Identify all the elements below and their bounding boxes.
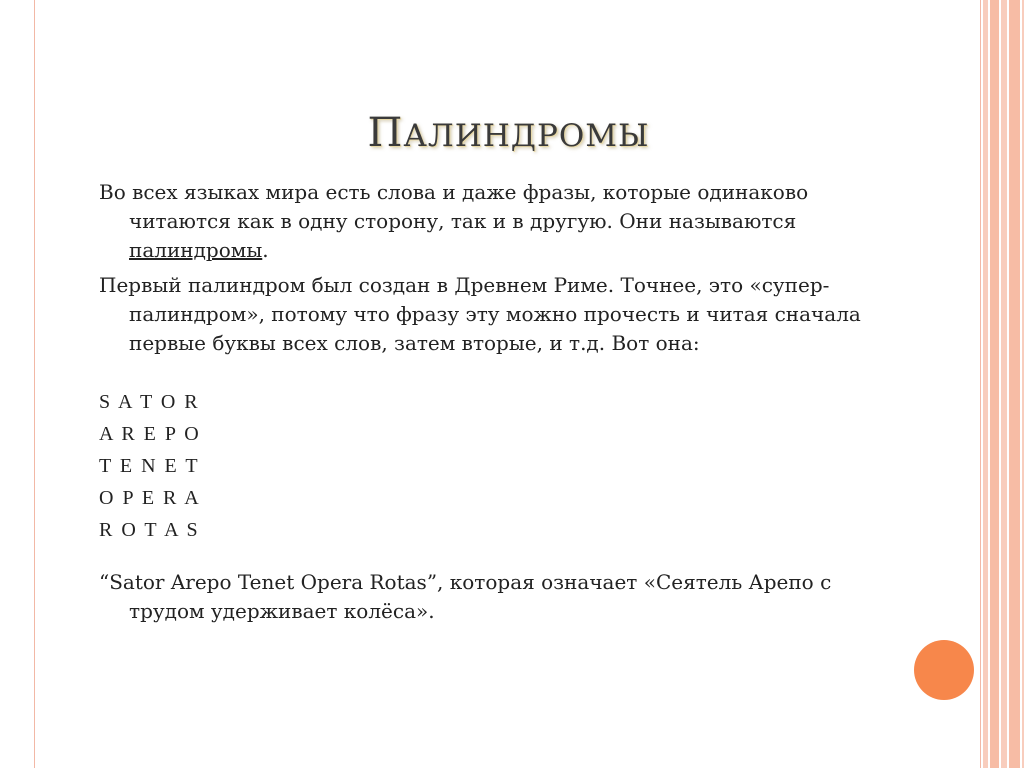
decorative-stripes — [983, 0, 1024, 768]
paragraph-history: Первый палиндром был создан в Древнем Риме. Точнее, это «супер-палиндром», потому что фразу эту можно прочесть и читая сначала первые буквы всех слов, затем вторые, и т.д. Вот она: — [99, 273, 861, 355]
square-line-4: O P E R A — [99, 487, 201, 509]
intro-end: . — [262, 238, 269, 262]
square-line-5: R O T A S — [99, 519, 200, 541]
square-line-3: T E N E T — [99, 455, 200, 477]
decorative-circle — [914, 640, 974, 700]
paragraph-translation: “Sator Arepo Tenet Opera Rotas”, которая означает «Сеятель Арепо с трудом удерживает колёса». — [99, 570, 832, 623]
page-title — [35, 110, 982, 156]
slide-frame — [34, 0, 981, 768]
palindromes-link[interactable]: палиндромы — [129, 238, 263, 262]
stripe — [1009, 0, 1020, 768]
square-line-1: S A T O R — [99, 391, 200, 413]
spacer — [99, 364, 909, 386]
paragraph-intro — [99, 178, 909, 265]
stripe — [1001, 0, 1007, 768]
slide-content — [99, 178, 909, 632]
spacer — [99, 546, 909, 568]
title-rest: АЛИНДРОМЫ — [403, 118, 650, 154]
square-line-2: A R E P O — [99, 423, 201, 445]
intro-text: Во всех языках мира есть слова и даже фразы, которые одинаково читаются как в одну сторону, так и в другую. Они называются — [99, 180, 809, 233]
stripe — [983, 0, 988, 768]
stripe — [990, 0, 999, 768]
title-first-letter: П — [367, 110, 404, 156]
